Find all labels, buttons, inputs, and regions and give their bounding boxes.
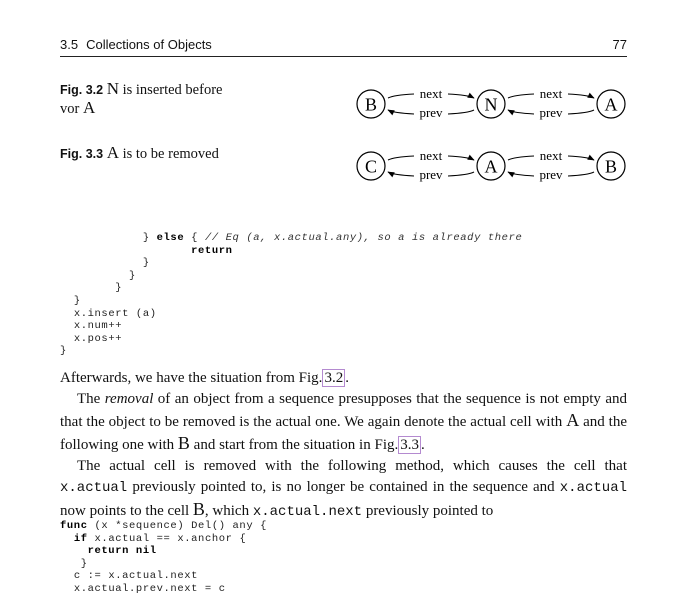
code-comment: // Eq (a, x.actual.any), so a is already there [204,232,523,244]
code-line: } [73,294,81,307]
paragraph: Afterwards, we have the situation from Fig. 3.2 . [60,370,349,386]
node-circle [477,90,505,118]
caption-symbol: A [106,143,119,162]
prev-pointer-arrow [388,110,414,114]
next-label: next [419,148,443,163]
inline-code: x.actual [60,480,128,496]
node-circle [597,152,625,180]
code-line: } [115,282,123,295]
node-circle [597,90,625,118]
code-token: (x *sequence) Del() any { [87,520,268,532]
section-number: 3.5 [60,37,79,52]
code-line: x.insert (a) [73,307,157,320]
next-pointer-tail [388,156,414,160]
prev-pointer-tail [448,172,474,176]
header-rule [60,56,627,57]
symbol: A [566,410,580,430]
figure-caption-3-3 [60,144,280,163]
code-block-insert-tail [60,232,522,358]
code-line: x.num++ [73,320,123,333]
prev-pointer-tail [568,110,594,114]
code-line: } [142,257,150,270]
code-line: } [129,269,136,282]
caption-symbol: A [82,98,96,117]
node-label: A [604,94,618,115]
code-keyword: else [156,232,185,244]
code-line: } [60,345,67,358]
caption-text: is inserted before vor [60,82,223,117]
running-header [60,37,627,57]
node-label: B [604,156,618,177]
symbol: B [177,433,190,453]
code-line: c := x.actual.next [73,570,199,583]
prev-pointer-arrow [508,110,534,114]
paragraph: The actual cell is removed with the following method, which causes the cell that x.actual previously pointed to, is no longer be contained in the sequence and x.actual now points to the cell B, which x.actual.next previously pointed to [60,458,627,520]
code-line: x.actual.prev.next = c [73,582,226,595]
code-token: x.actual == x.anchor { [87,532,247,545]
node-label: N [484,94,498,115]
emphasis: removal [104,391,154,407]
prev-pointer-tail [568,172,594,176]
code-keyword: func [60,520,88,532]
next-pointer-tail [388,94,414,98]
paragraph: The removal of an object from a sequence presupposes that the sequence is not empty and that the object to be removed is the actual one. We again denote the actual cell with A and the following one with B and start from the situation in Fig. 3.3 . [60,391,628,453]
code-keyword: return [191,244,233,257]
prev-label: prev [539,167,563,182]
code-token: } [142,232,157,244]
inline-code: x.actual [559,480,627,496]
code-line: x.pos++ [73,332,123,345]
node-label: C [364,156,378,177]
prev-label: prev [419,167,443,182]
next-pointer-arrow [448,94,474,98]
next-label: next [539,86,563,101]
body-text [60,368,627,523]
code-line: } [80,557,88,570]
next-pointer-tail [508,156,534,160]
figure-caption-3-2 [60,80,240,118]
inline-code: x.actual.next [252,504,363,520]
code-keyword: if [73,532,88,545]
next-label: next [539,148,563,163]
section-title: Collections of Objects [86,37,212,52]
node-circle [357,90,385,118]
prev-label: prev [419,105,443,120]
figure-ref-link[interactable]: 3.2 [324,370,344,386]
node-circle [357,152,385,180]
figure-label: Fig. 3.3 [60,147,104,161]
caption-symbol: N [106,79,119,98]
prev-pointer-arrow [508,172,534,176]
prev-label: prev [539,105,563,120]
code-token: { [184,232,205,244]
next-pointer-arrow [568,94,594,98]
section-heading [60,37,212,52]
prev-pointer-arrow [388,172,414,176]
linked-list-diagram-3-2 [350,83,640,127]
page-number: 77 [612,37,627,52]
symbol: B [192,499,205,519]
prev-pointer-tail [448,110,474,114]
next-pointer-tail [508,94,534,98]
caption-text: is to be removed [118,146,219,162]
linked-list-diagram-3-3 [350,143,640,187]
node-label: B [364,94,378,115]
code-keyword: return nil [87,545,157,558]
next-label: next [419,86,443,101]
node-circle [477,152,505,180]
figure-ref-link[interactable]: 3.3 [400,437,419,453]
code-block-del [60,520,267,596]
node-label: A [484,156,498,177]
next-pointer-arrow [568,156,594,160]
figure-label: Fig. 3.2 [60,83,104,97]
next-pointer-arrow [448,156,474,160]
